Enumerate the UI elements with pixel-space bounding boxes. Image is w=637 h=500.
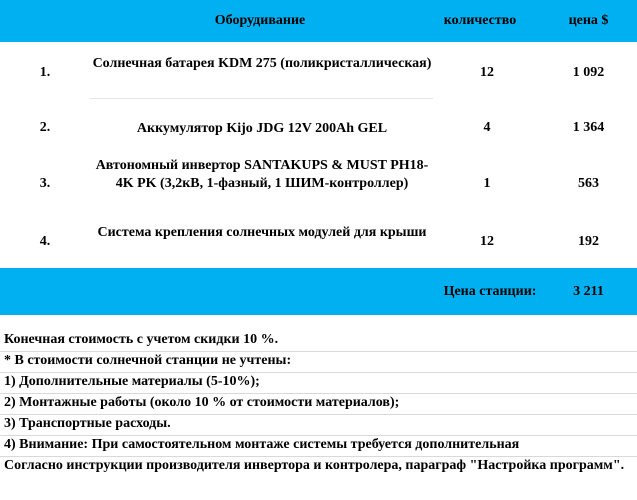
row-equipment-name: Автономный инвертор SANTAKUPS & MUST PH18-4K PK (3,2кВ, 1-фазный, 1 ШИМ-контроллер) [95, 158, 429, 191]
row-price: 563 [578, 176, 599, 191]
note-discount: Конечная стоимость с учетом скидки 10 %. [0, 331, 637, 352]
row-divider [90, 98, 433, 99]
row-quantity: 12 [480, 234, 494, 249]
note-item-transport: 3) Транспортные расходы. [0, 415, 637, 436]
header-price: цена $ [568, 13, 609, 28]
notes-section [0, 331, 637, 497]
note-item-warning: 4) Внимание: При самостоятельном монтаже системы требуется дополнительная [0, 436, 637, 457]
note-item-materials: 1) Дополнительные материалы (5-10%); [0, 373, 637, 394]
note-item-installation: 2) Монтажные работы (около 10 % от стоимости материалов); [0, 394, 637, 415]
row-equipment-name: Аккумулятор Kijo JDG 12V 200Ah GEL [136, 121, 388, 136]
row-price: 1 092 [572, 65, 605, 80]
header-quantity: количество [443, 13, 517, 28]
row-price: 192 [578, 234, 599, 249]
table-row [0, 120, 637, 140]
row-quantity: 12 [480, 65, 494, 80]
row-equipment-name: Система крепления солнечных модулей для крыши [97, 225, 427, 240]
total-bar [0, 268, 637, 315]
row-price: 1 364 [572, 120, 605, 135]
note-not-included: * В стоимости солнечной станции не учтены: [0, 352, 637, 373]
table-header [0, 0, 637, 42]
table-row [0, 55, 637, 95]
table-row [0, 224, 637, 262]
row-equipment-name: Солнечная батарея KDM 275 (поликристаллическая) [92, 56, 432, 71]
header-equipment: Оборудивание [214, 13, 306, 28]
row-number: 4. [39, 234, 51, 249]
table-row [0, 157, 637, 211]
row-number: 2. [39, 120, 51, 135]
row-number: 3. [39, 176, 51, 191]
row-quantity: 1 [483, 176, 491, 191]
total-label: Цена станции: [443, 284, 537, 299]
row-quantity: 4 [483, 120, 491, 135]
total-value: 3 211 [573, 284, 604, 299]
note-instructions: Согласно инструкции производителя инвертора и контролера, параграф "Настройка программ". [4, 458, 625, 473]
row-number: 1. [39, 65, 51, 80]
